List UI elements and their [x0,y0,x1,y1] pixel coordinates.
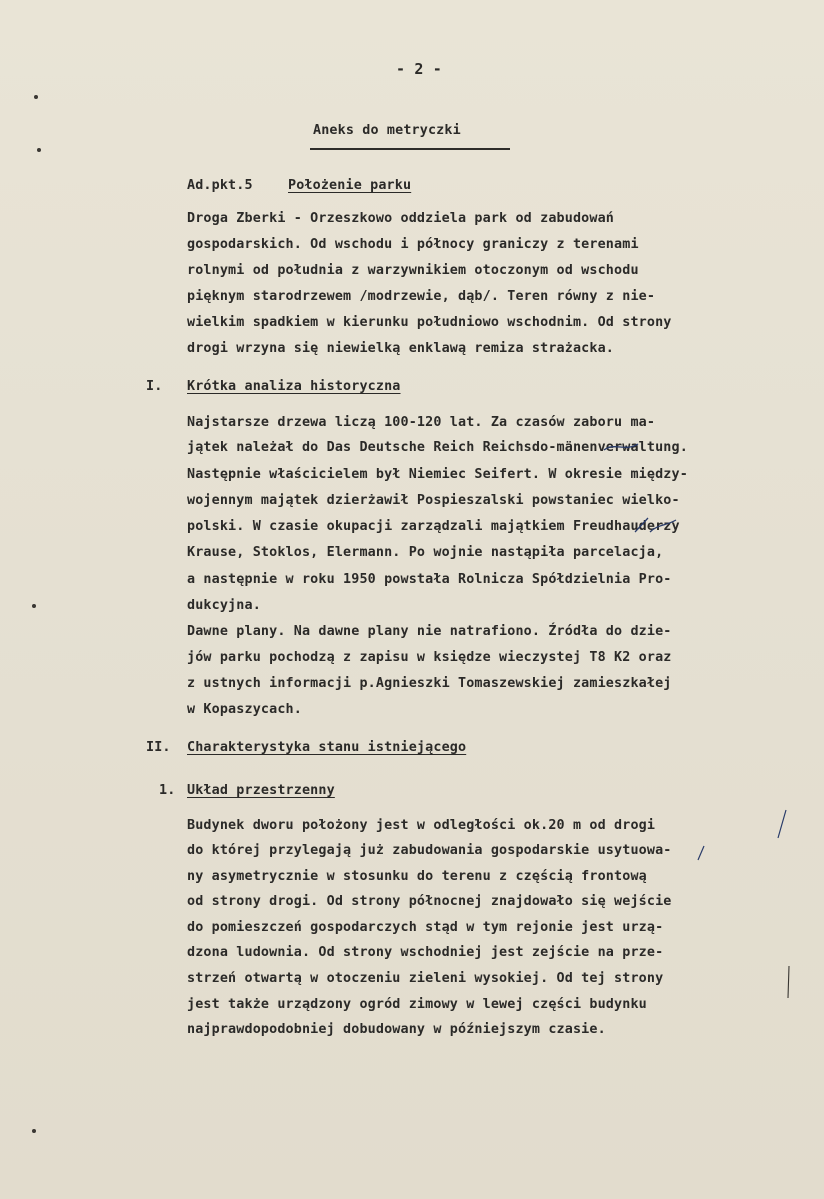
text-line: najprawdopodobniej dobudowany w późniejszym czasie. [187,1022,606,1037]
section-numeral: II. [146,740,171,755]
text-line: od strony drogi. Od strony północnej znajdowało się wejście [187,894,672,909]
text-line: ny asymetrycznie w stosunku do terenu z częścią frontową [187,869,647,884]
text-line: do której przylegają już zabudowania gospodarskie usytuowa- [187,843,672,858]
document-title: Aneks do metryczki [313,123,461,138]
text-line: drogi wrzyna się niewielką enklawą remiza strażacka. [187,341,615,356]
page-number: - 2 - [396,60,442,78]
text-line: gospodarskich. Od wschodu i północy graniczy z terenami [187,237,639,252]
punch-mark [32,1129,36,1133]
text-line: Następnie właścicielem był Niemiec Seifert. W okresie między- [187,467,688,482]
text-line: jów parku pochodzą z zapisu w księdze wieczystej T8 K2 oraz [187,650,672,665]
text-line: Droga Zberki - Orzeszkowo oddziela park od zabudowań [187,211,615,226]
ad-section-heading: Położenie parku [288,178,412,193]
text-line: Budynek dworu położony jest w odległości ok.20 m od drogi [187,818,656,833]
text-line: dukcyjna. [187,598,261,613]
handwritten-slash-mark [772,806,792,842]
handwritten-margin-line [784,964,794,1000]
text-line: w Kopaszycach. [187,702,302,717]
text-line: wojennym majątek dzierżawił Pospieszalski powstaniec wielko- [187,493,680,508]
text-line: Najstarsze drzewa liczą 100-120 lat. Za czasów zaboru ma- [187,415,656,430]
section-heading: Krótka analiza historyczna [187,379,401,394]
section-heading: Charakterystyka stanu istniejącego [187,740,467,755]
punch-mark [32,604,36,608]
ad-section-label: Ad.pkt.5 [187,178,253,193]
text-line: polski. W czasie okupacji zarządzali majątkiem Freudhauderzy [187,519,680,534]
text-line: strzeń otwartą w otoczeniu zieleni wysokiej. Od tej strony [187,971,664,986]
section-numeral: I. [146,379,163,394]
title-underline [310,148,510,150]
text-line: z ustnych informacji p.Agnieszki Tomaszewskiej zamieszkałej [187,676,672,691]
subsection-heading: Układ przestrzenny [187,783,335,798]
text-line: jest także urządzony ogród zimowy w lewej części budynku [187,997,647,1012]
punch-mark [34,95,38,99]
text-line: Dawne plany. Na dawne plany nie natrafiono. Źródła do dzie- [187,624,672,639]
handwritten-strikeout-mark [632,514,682,536]
text-line: jątek należał do Das Deutsche Reich Reichsdo-mänenverwaltung. [187,440,688,455]
punch-mark [37,148,41,152]
text-line: Krause, Stoklos, Elermann. Po wojnie nastąpiła parcelacja, [187,545,664,560]
handwritten-separator-mark [694,842,708,864]
text-line: a następnie w roku 1950 powstała Rolnicza Spółdzielnia Pro- [187,572,672,587]
subsection-numeral: 1. [159,783,176,798]
handwritten-correction-mark [600,436,660,460]
text-line: dzona ludownia. Od strony wschodniej jest zejście na prze- [187,945,664,960]
text-line: wielkim spadkiem w kierunku południowo wschodnim. Od strony [187,315,672,330]
text-line: pięknym starodrzewem /modrzewie, dąb/. Teren równy z nie- [187,289,656,304]
text-line: do pomieszczeń gospodarczych stąd w tym rejonie jest urzą- [187,920,664,935]
text-line: rolnymi od południa z warzywnikiem otoczonym od wschodu [187,263,639,278]
